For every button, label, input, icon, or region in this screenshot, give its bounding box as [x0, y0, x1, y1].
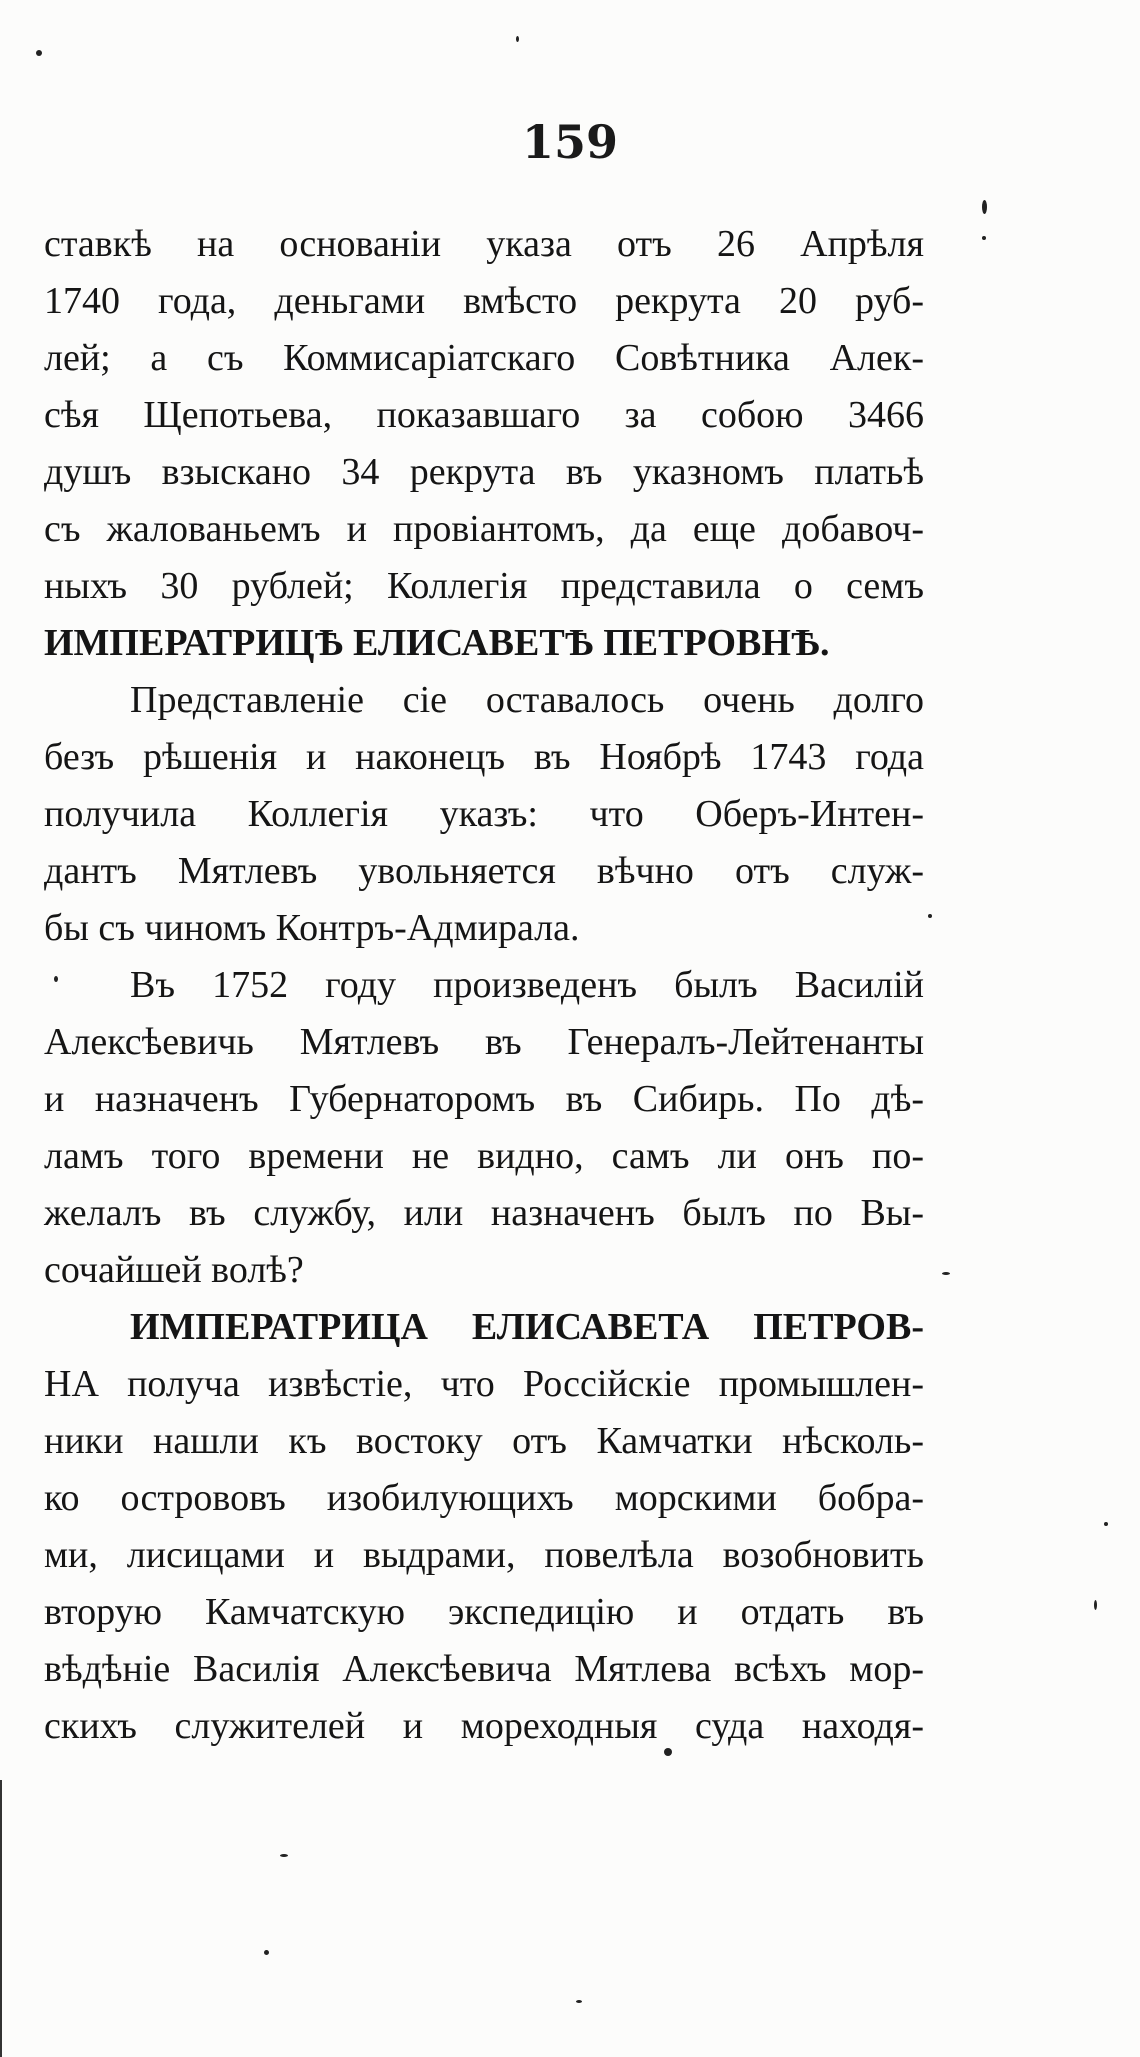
- scan-speck: [264, 1950, 269, 1955]
- scan-speck: [280, 1854, 288, 1857]
- text-line: сочайшей волѣ?: [44, 1249, 304, 1291]
- text-line: ламъ того времени не видно, самъ ли онъ по-: [44, 1135, 924, 1177]
- text-line: лей; а съ Коммисаріатскаго Совѣтника Алек-: [44, 337, 924, 379]
- text-line: вторую Камчатскую экспедицію и отдать въ: [44, 1591, 924, 1633]
- scan-speck: [576, 2000, 582, 2003]
- scan-speck: [54, 976, 58, 982]
- scan-speck: [1104, 1522, 1108, 1526]
- text-line: 1740 года, деньгами вмѣсто рекрута 20 руб-: [44, 280, 924, 322]
- text-line: Алексѣевичь Мятлевъ въ Генералъ-Лейтенанты: [44, 1021, 924, 1063]
- paragraph-first-line: Представленіе сіе оставалось очень долго: [130, 679, 924, 721]
- text-line: вѣдѣніе Василія Алексѣевича Мятлева всѣхъ мор-: [44, 1648, 924, 1690]
- text-line: и назначенъ Губернаторомъ въ Сибирь. По дѣ-: [44, 1078, 924, 1120]
- scan-speck: [1094, 1600, 1097, 1610]
- scan-speck: [942, 1272, 950, 1275]
- text-line: дантъ Мятлевъ увольняется вѣчно отъ служ-: [44, 850, 924, 892]
- text-line: безъ рѣшенія и наконецъ въ Ноябрѣ 1743 года: [44, 736, 924, 778]
- scan-speck: [982, 200, 987, 214]
- scan-speck: [982, 236, 986, 240]
- paragraph-first-line: ИМПЕРАТРИЦА ЕЛИСАВЕТА ПЕТРОВ-: [130, 1306, 924, 1348]
- text-line: ныхъ 30 рублей; Коллегія представила о семъ: [44, 565, 924, 607]
- body-text: [44, 216, 924, 1755]
- page-number: 159: [521, 115, 619, 169]
- text-line: душъ взыскано 34 рекрута въ указномъ платьѣ: [44, 451, 924, 493]
- text-line: ко острововъ изобилующихъ морскими бобра-: [44, 1477, 924, 1519]
- text-line: получила Коллегія указъ: что Оберъ-Интен-: [44, 793, 924, 835]
- scan-page-edge: [0, 1780, 2, 2057]
- text-line: ставкѣ на основаніи указа отъ 26 Апрѣля: [44, 223, 924, 265]
- text-line: ники нашли къ востоку отъ Камчатки нѣсколь-: [44, 1420, 924, 1462]
- text-line: ми, лисицами и выдрами, повелѣла возобновить: [44, 1534, 924, 1576]
- scan-speck: [516, 36, 519, 42]
- scan-speck: [928, 914, 932, 918]
- text-line-emphasis: ИМПЕРАТРИЦѢ ЕЛИСАВЕТѢ ПЕТРОВНѢ.: [44, 622, 830, 664]
- scan-speck: [36, 50, 42, 56]
- text-line: НА получа извѣстіе, что Россійскіе промышлен-: [44, 1363, 924, 1405]
- text-line: съ жалованьемъ и провіантомъ, да еще добавоч-: [44, 508, 924, 550]
- scan-speck: [664, 1748, 672, 1756]
- text-line: сѣя Щепотьева, показавшаго за собою 3466: [44, 394, 924, 436]
- text-line: бы съ чиномъ Контръ-Адмирала.: [44, 907, 580, 949]
- text-line: желалъ въ службу, или назначенъ былъ по Вы-: [44, 1192, 924, 1234]
- paragraph-first-line: Въ 1752 году произведенъ былъ Василій: [130, 964, 924, 1006]
- text-line: скихъ служителей и мореходныя суда находя-: [44, 1705, 924, 1747]
